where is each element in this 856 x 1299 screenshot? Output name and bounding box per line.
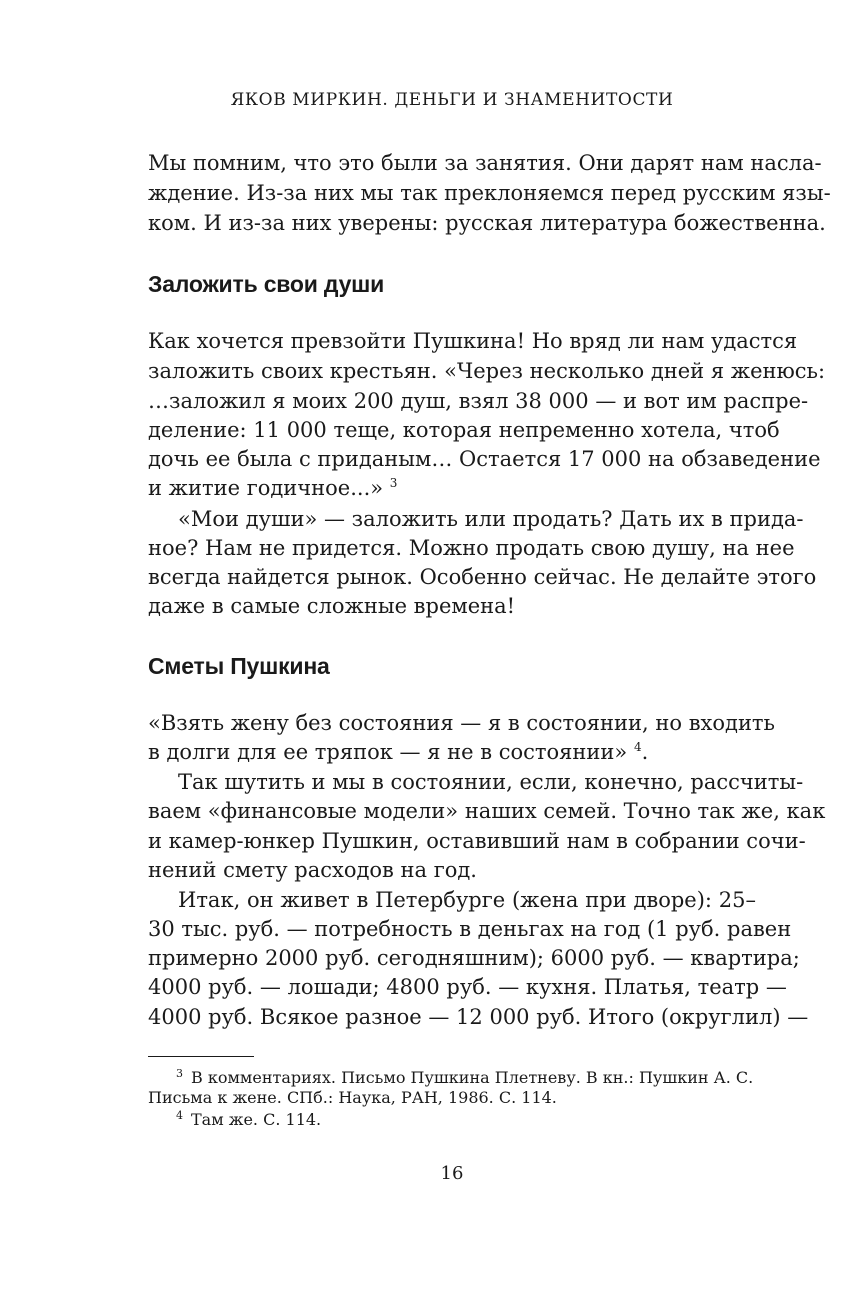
footnote-ref[interactable]: 3 — [389, 476, 398, 490]
text-line: «Взять жену без состояния — я в состоянии, но входить — [148, 711, 775, 735]
text-line — [148, 738, 756, 767]
text-line: ком. И из-за них уверены: русская литература божественна. — [148, 211, 826, 235]
footnote-mark: 3 — [176, 1066, 183, 1080]
text-fragment: в долги для ее тряпок — я не в состоянии» — [148, 740, 628, 764]
footnote-ref[interactable]: 4 — [633, 740, 642, 754]
footnote-3-cont: Письма к жене. СПб.: Наука, РАН, 1986. С. 114. — [148, 1088, 557, 1107]
text-line: 30 тыс. руб. — потребность в деньгах на год (1 руб. равен — [148, 917, 792, 941]
footnote-divider — [148, 1056, 254, 1057]
text-line: заложить своих крестьян. «Через несколько дней я женюсь: — [148, 359, 826, 383]
text-line: 4000 руб. Всякое разное — 12 000 руб. Итого (округлил) — — [148, 1005, 809, 1029]
text-line: Итак, он живет в Петербурге (жена при дворе): 25– — [178, 888, 756, 912]
text-line: Как хочется превзойти Пушкина! Но вряд ли нам удастся — [148, 329, 798, 353]
text-line: нений смету расходов на год. — [148, 858, 477, 882]
text-line: Мы помним, что это были за занятия. Они дарят нам насла- — [148, 151, 822, 175]
footnote-mark: 4 — [176, 1108, 183, 1122]
text-line: «Мои души» — заложить или продать? Дать их в прида- — [178, 507, 804, 531]
footnote-3 — [176, 1067, 756, 1089]
text-line: ное? Нам не придется. Можно продать свою душу, на нее — [148, 536, 795, 560]
text-line: даже в самые сложные времена! — [148, 594, 516, 618]
section-heading: Заложить свои души — [148, 271, 385, 297]
footnote-4 — [176, 1109, 756, 1131]
footnote-text: В комментариях. Письмо Пушкина Плетневу. В кн.: Пушкин А. С. — [191, 1068, 754, 1087]
text-line: …заложил я моих 200 душ, взял 38 000 — и вот им распре- — [148, 389, 809, 413]
text-line: деление: 11 000 теще, которая непременно хотела, чтоб — [148, 418, 780, 442]
section-heading: Сметы Пушкина — [148, 653, 330, 679]
text-line: и камер-юнкер Пушкин, оставивший нам в собрании сочи- — [148, 829, 806, 853]
page-number: 16 — [440, 1163, 464, 1184]
text-line: 4000 руб. — лошади; 4800 руб. — кухня. Платья, театр — — [148, 975, 787, 999]
text-line: ваем «финансовые модели» наших семей. Точно так же, как — [148, 799, 826, 823]
text-fragment: и житие годичное...» — [148, 476, 384, 500]
text-line: ждение. Из-за них мы так преклоняемся перед русским язы- — [148, 181, 831, 205]
text-line: примерно 2000 руб. сегодняшним); 6000 руб. — квартира; — [148, 946, 800, 970]
text-line — [148, 474, 756, 503]
text-line: всегда найдется рынок. Особенно сейчас. Не делайте этого — [148, 565, 817, 589]
running-head: ЯКОВ МИРКИН. ДЕНЬГИ И ЗНАМЕНИТОСТИ — [230, 90, 674, 110]
text-line: Так шутить и мы в состоянии, если, конечно, рассчиты- — [178, 770, 804, 794]
text-fragment: . — [641, 740, 649, 764]
text-line: дочь ее была с приданым… Остается 17 000 на обзаведение — [148, 447, 821, 471]
footnote-text: Там же. С. 114. — [191, 1110, 322, 1129]
